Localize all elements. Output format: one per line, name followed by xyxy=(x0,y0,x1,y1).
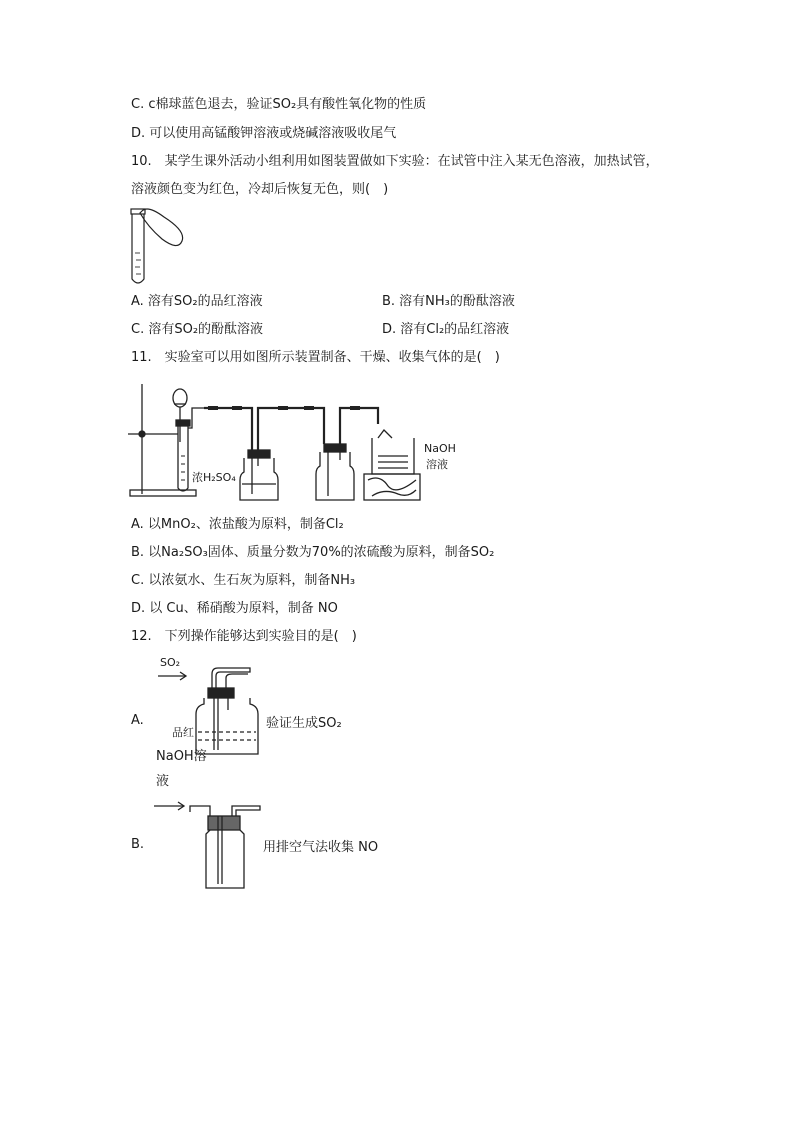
q10-option-c: C. 溶有SO₂的酚酞溶液 xyxy=(131,322,264,337)
q10-option-a: A. 溶有SO₂的品红溶液 xyxy=(131,294,263,309)
naoh-label-1: NaOH xyxy=(424,442,456,455)
question-12: 12. 下列操作能够达到实验目的是( ) xyxy=(131,629,357,644)
acid-label: 浓H₂SO₄ xyxy=(192,471,236,484)
naoh-label-2: 溶液 xyxy=(426,458,448,471)
test-tube-balloon-figure xyxy=(128,205,188,287)
q12-a-liquid-label-3: 液 xyxy=(156,774,170,789)
q12-a-liquid-label-2: NaOH溶 xyxy=(156,749,207,764)
question-11: 11. 实验室可以用如图所示装置制备、干燥、收集气体的是( ) xyxy=(131,350,500,365)
q10-option-b: B. 溶有NH₃的酚酞溶液 xyxy=(382,294,515,309)
question-10-line-2: 溶液颜色变为红色，冷却后恢复无色，则( ) xyxy=(131,182,389,197)
q11-option-b: B. 以Na₂SO₃固体、质量分数为70%的浓硫酸为原料，制备SO₂ xyxy=(131,545,495,560)
q12-option-b-letter: B. xyxy=(131,837,145,852)
gas-apparatus-figure xyxy=(128,376,458,502)
q12-b-description: 用排空气法收集 NO xyxy=(263,840,379,855)
q12-b-bottle-figure xyxy=(150,798,262,892)
q12-a-gas-label: SO₂ xyxy=(160,656,181,669)
option-d-prev: D. 可以使用高锰酸钾溶液或烧碱溶液吸收尾气 xyxy=(131,126,397,141)
option-c-prev: C. c棉球蓝色退去，验证SO₂具有酸性氧化物的性质 xyxy=(131,97,427,112)
q10-option-d: D. 溶有Cl₂的品红溶液 xyxy=(382,322,510,337)
q12-a-bottle-figure xyxy=(150,654,260,758)
q11-option-c: C. 以浓氨水、生石灰为原料，制备NH₃ xyxy=(131,573,356,588)
q12-a-liquid-label-1: 品红 xyxy=(172,726,194,739)
q11-option-a: A. 以MnO₂、浓盐酸为原料，制备Cl₂ xyxy=(131,517,344,532)
q12-a-description: 验证生成SO₂ xyxy=(266,716,342,731)
q11-option-d: D. 以 Cu、稀硝酸为原料，制备 NO xyxy=(131,601,338,616)
q12-option-a-letter: A. xyxy=(131,713,144,728)
question-10-line-1: 10. 某学生课外活动小组利用如图装置做如下实验：在试管中注入某无色溶液，加热试管， xyxy=(131,154,659,169)
